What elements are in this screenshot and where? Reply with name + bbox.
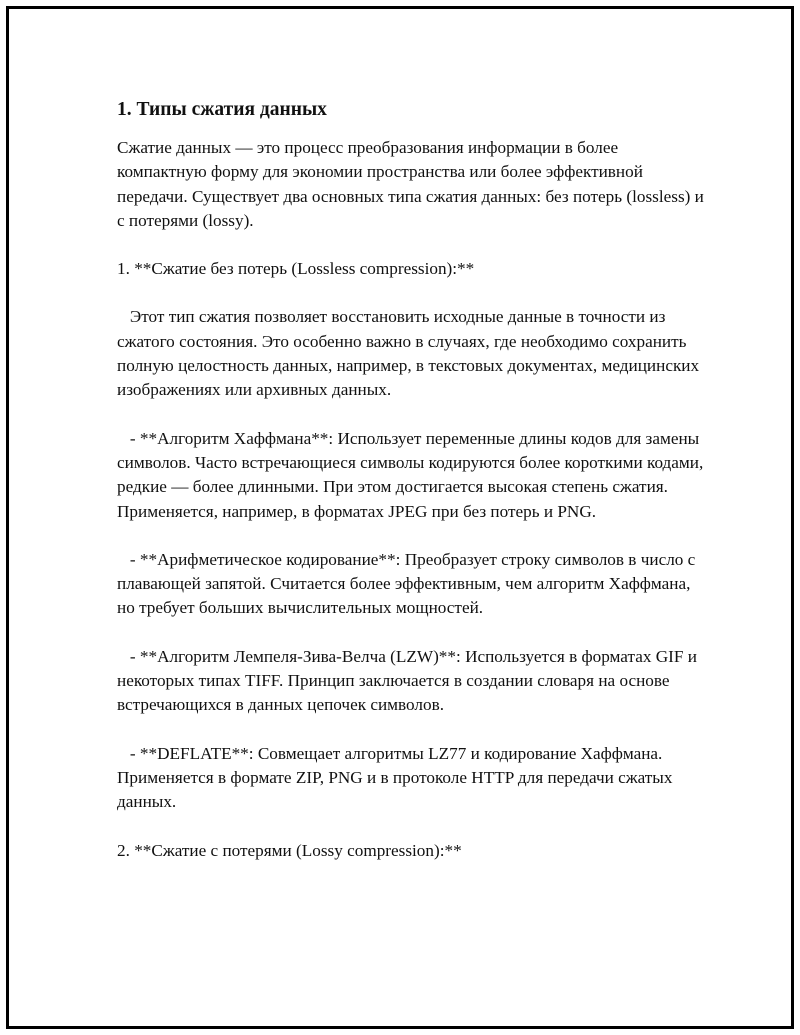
document-page [6,6,794,1029]
document-body [117,97,707,863]
deflate-item: - **DEFLATE**: Совмещает алгоритмы LZ77 и кодирование Хаффмана. Применяется в формате ZIP, PNG и в протоколе HTTP для передачи сжатых данных. [117,743,677,812]
lossless-description: Этот тип сжатия позволяет восстановить исходные данные в точности из сжатого состояния. Это особенно важно в случаях, где необходимо сохранить полную целостность данных, например, в текстовых документах, медицинских изображениях или архивных данных. [117,307,704,400]
huffman-item: - **Алгоритм Хаффмана**: Использует переменные длины кодов для замены символов. Часто встречающиеся символы кодируются более короткими кодами, редкие — более длинными. При этом достигается высокая степень сжатия. Применяется, например, в форматах JPEG при без потерь и PNG. [117,428,708,521]
section-heading: 1. Типы сжатия данных [117,99,327,120]
intro-paragraph: Сжатие данных — это процесс преобразования информации в более компактную форму для экономии пространства или более эффективной передачи. Существует два основных типа сжатия данных: без потерь (lossless) и с потерями (lossy). [117,138,709,230]
lossless-heading: 1. **Сжатие без потерь (Lossless compression):** [117,259,475,279]
lzw-item: - **Алгоритм Лемпеля-Зива-Велча (LZW)**: Используется в форматах GIF и некоторых типах TIFF. Принцип заключается в создании словаря на основе встречающихся в данных цепочек символов. [117,646,702,715]
lossy-heading: 2. **Сжатие с потерями (Lossy compression):** [117,840,462,860]
arithmetic-coding-item: - **Арифметическое кодирование**: Преобразует строку символов в число с плавающей запятой. Считается более эффективным, чем алгоритм Хаффмана, но требует больших вычислительных мощностей. [117,549,700,618]
